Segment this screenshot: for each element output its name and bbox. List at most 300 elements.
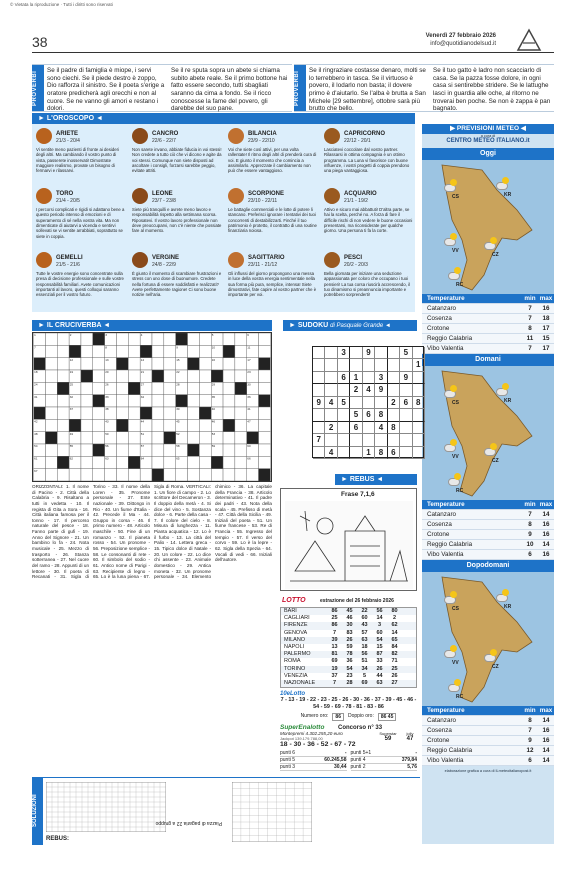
crossword-cell[interactable] xyxy=(93,370,105,382)
crossword-cell[interactable] xyxy=(152,444,164,456)
crossword-cell[interactable] xyxy=(259,469,271,481)
header-email[interactable]: info@quotidianodelsud.it xyxy=(430,41,496,47)
crossword-cell[interactable] xyxy=(235,345,247,357)
city-name: Cosenza xyxy=(427,521,452,528)
crossword-cell[interactable] xyxy=(45,456,57,468)
crossword-cell[interactable] xyxy=(188,345,200,357)
crossword-cell[interactable] xyxy=(81,382,93,394)
sudoku-cell[interactable]: 5 xyxy=(350,409,362,421)
crossword-cell[interactable] xyxy=(45,345,57,357)
crossword-cell[interactable] xyxy=(164,444,176,456)
crossword-cell[interactable] xyxy=(235,333,247,345)
crossword-cell[interactable] xyxy=(116,333,128,345)
temp-min: 8 xyxy=(528,325,532,332)
crossword-cell[interactable] xyxy=(188,382,200,394)
sign-dates: 22/6 - 22/7 xyxy=(152,138,176,144)
zodiac-icon xyxy=(228,128,244,144)
sudoku-cell[interactable] xyxy=(375,359,387,371)
sudoku-cell[interactable]: 9 xyxy=(375,384,387,396)
crossword-cell[interactable] xyxy=(188,370,200,382)
crossword-cell[interactable] xyxy=(223,370,235,382)
crossword-grid[interactable] xyxy=(32,332,272,482)
crossword-cell[interactable] xyxy=(235,358,247,370)
sudoku-cell[interactable] xyxy=(363,397,375,409)
crossword-cell[interactable] xyxy=(93,456,105,468)
sudoku-cell[interactable]: 5 xyxy=(400,347,412,359)
sudoku-cell[interactable] xyxy=(375,347,387,359)
sudoku-cell[interactable]: 6 xyxy=(350,422,362,434)
crossword-cell[interactable] xyxy=(57,407,69,419)
sudoku-cell[interactable] xyxy=(325,359,337,371)
sudoku-cell[interactable]: 2 xyxy=(388,397,400,409)
crossword-cell[interactable] xyxy=(81,456,93,468)
crossword-cell[interactable] xyxy=(176,395,188,407)
sudoku-cell[interactable] xyxy=(363,372,375,384)
sudoku-cell[interactable]: 9 xyxy=(400,372,412,384)
sudoku-cell[interactable] xyxy=(313,447,325,459)
sudoku-cell[interactable] xyxy=(388,372,400,384)
sudoku-cell[interactable] xyxy=(338,447,350,459)
crossword-cell[interactable] xyxy=(235,407,247,419)
sudoku-cell[interactable]: 8 xyxy=(413,397,425,409)
cruciverba-title-bar: ► IL CRUCIVERBA ◄ xyxy=(32,320,272,331)
crossword-cell[interactable] xyxy=(93,382,105,394)
crossword-cell[interactable] xyxy=(45,382,57,394)
sudoku-cell[interactable] xyxy=(375,397,387,409)
crossword-cell[interactable] xyxy=(164,407,176,419)
crossword-cell[interactable] xyxy=(128,333,140,345)
sign-name: SAGITTARIO xyxy=(248,255,285,261)
sudoku-cell[interactable]: 4 xyxy=(363,384,375,396)
sudoku-cell[interactable] xyxy=(313,409,325,421)
sudoku-cell[interactable]: 8 xyxy=(388,422,400,434)
crossword-cell[interactable] xyxy=(93,333,105,345)
crossword-cell[interactable] xyxy=(259,382,271,394)
sudoku-cell[interactable] xyxy=(388,359,400,371)
crossword-cell[interactable] xyxy=(152,456,164,468)
sudoku-cell[interactable] xyxy=(413,422,425,434)
crossword-cell[interactable] xyxy=(223,382,235,394)
crossword-cell[interactable] xyxy=(199,419,211,431)
lotto-number: 59 xyxy=(346,643,353,650)
crossword-cell[interactable] xyxy=(259,395,271,407)
crossword-cell[interactable] xyxy=(199,432,211,444)
crossword-cell[interactable] xyxy=(199,358,211,370)
temp-header: Temperature xyxy=(427,295,465,302)
sudoku-cell[interactable]: 4 xyxy=(325,447,337,459)
sudoku-cell[interactable]: 1 xyxy=(413,359,425,371)
crossword-cell[interactable] xyxy=(116,444,128,456)
crossword-cell[interactable] xyxy=(259,333,271,345)
sudoku-cell[interactable] xyxy=(413,447,425,459)
crossword-cell[interactable] xyxy=(93,444,105,456)
crossword-cell[interactable] xyxy=(199,345,211,357)
superenalotto-logo: SuperEnalotto xyxy=(280,724,325,732)
lotto-number: 25 xyxy=(391,665,398,672)
sudoku-cell[interactable] xyxy=(413,384,425,396)
crossword-cell[interactable] xyxy=(235,419,247,431)
crossword-cell[interactable] xyxy=(235,444,247,456)
sudoku-cell[interactable] xyxy=(313,422,325,434)
crossword-cell[interactable] xyxy=(128,456,140,468)
crossword-cell[interactable] xyxy=(45,432,57,444)
crossword-cell[interactable] xyxy=(116,407,128,419)
sudoku-cell[interactable] xyxy=(400,447,412,459)
crossword-cell[interactable] xyxy=(152,469,164,481)
crossword-cell[interactable] xyxy=(128,345,140,357)
crossword-cell[interactable] xyxy=(259,444,271,456)
sudoku-author: di Pasquale Grande ◄ xyxy=(330,323,391,329)
sign-text: Gli influssi del giorno propongono una messa in luce della vostra energia sentimentale nella sua forma più pura, semplice, intensa! Siete dimostrativi, fate capire al vostro partner che è importante per voi. xyxy=(228,271,317,298)
crossword-cell[interactable] xyxy=(199,469,211,481)
lotto-number: 56 xyxy=(361,651,368,658)
crossword-cell[interactable] xyxy=(57,370,69,382)
crossword-cell[interactable] xyxy=(199,370,211,382)
sudoku-cell[interactable] xyxy=(338,434,350,446)
temp-header: Temperature xyxy=(427,501,465,508)
sudoku-cell[interactable]: 6 xyxy=(388,447,400,459)
crossword-cell[interactable] xyxy=(116,432,128,444)
sudoku-cell[interactable] xyxy=(350,347,362,359)
crossword-cell[interactable] xyxy=(235,395,247,407)
superstar-label: Superstar xyxy=(379,731,397,737)
sudoku-cell[interactable] xyxy=(400,384,412,396)
crossword-cell[interactable] xyxy=(188,432,200,444)
sudoku-cell[interactable] xyxy=(350,447,362,459)
sudoku-grid[interactable] xyxy=(312,346,424,458)
crossword-cell[interactable] xyxy=(152,345,164,357)
sudoku-cell[interactable]: 6 xyxy=(363,409,375,421)
lotto-row xyxy=(281,622,416,629)
crossword-cell[interactable] xyxy=(81,358,93,370)
crossword-cell[interactable] xyxy=(45,444,57,456)
crossword-cell[interactable] xyxy=(45,370,57,382)
temp-min: 8 xyxy=(528,717,532,724)
crossword-number: 63 xyxy=(105,456,109,461)
crossword-cell[interactable] xyxy=(259,345,271,357)
crossword-cell[interactable] xyxy=(45,395,57,407)
crossword-cell[interactable] xyxy=(128,358,140,370)
sudoku-cell[interactable]: 1 xyxy=(350,372,362,384)
crossword-cell[interactable] xyxy=(116,456,128,468)
sign-dates: 23/11 - 21/12 xyxy=(248,262,278,268)
sudoku-cell[interactable] xyxy=(325,409,337,421)
crossword-cell[interactable] xyxy=(199,382,211,394)
calabria-map-icon xyxy=(422,160,554,294)
crossword-cell[interactable] xyxy=(116,345,128,357)
sudoku-cell[interactable] xyxy=(313,359,325,371)
crossword-cell[interactable] xyxy=(93,358,105,370)
crossword-cell[interactable] xyxy=(211,370,223,382)
sudoku-cell[interactable]: 8 xyxy=(375,409,387,421)
crossword-cell[interactable] xyxy=(81,444,93,456)
crossword-cell[interactable] xyxy=(188,395,200,407)
sudoku-cell[interactable]: 6 xyxy=(400,397,412,409)
crossword-cell[interactable] xyxy=(34,358,46,370)
crossword-cell[interactable] xyxy=(140,407,152,419)
punti-value: - xyxy=(415,750,417,757)
crossword-number: 12 xyxy=(69,357,74,362)
sudoku-cell[interactable] xyxy=(338,359,350,371)
crossword-cell[interactable] xyxy=(176,333,188,345)
crossword-cell[interactable] xyxy=(57,345,69,357)
crossword-cell[interactable] xyxy=(199,395,211,407)
crossword-cell[interactable] xyxy=(152,370,164,382)
crossword-cell[interactable] xyxy=(69,345,81,357)
crossword-cell[interactable] xyxy=(81,432,93,444)
sudoku-cell[interactable]: 7 xyxy=(313,434,325,446)
sudoku-cell[interactable] xyxy=(325,372,337,384)
crossword-cell[interactable] xyxy=(188,469,200,481)
crossword-cell[interactable] xyxy=(128,370,140,382)
city-name: Vibo Valentia xyxy=(427,345,464,352)
sudoku-cell[interactable]: 3 xyxy=(375,372,387,384)
crossword-cell[interactable] xyxy=(223,345,235,357)
crossword-cell[interactable] xyxy=(128,469,140,481)
city-name: Catanzaro xyxy=(427,305,457,312)
crossword-cell[interactable] xyxy=(128,432,140,444)
crossword-cell[interactable] xyxy=(93,469,105,481)
sudoku-cell[interactable] xyxy=(325,434,337,446)
sudoku-cell[interactable] xyxy=(388,384,400,396)
crossword-cell[interactable] xyxy=(45,358,57,370)
crossword-cell[interactable] xyxy=(128,382,140,394)
crossword-cell[interactable] xyxy=(57,419,69,431)
crossword-cell[interactable] xyxy=(223,444,235,456)
sudoku-cell[interactable] xyxy=(413,434,425,446)
sudoku-cell[interactable] xyxy=(350,397,362,409)
crossword-number: 60 xyxy=(247,444,251,449)
crossword-cell[interactable] xyxy=(259,432,271,444)
crossword-cell[interactable] xyxy=(116,395,128,407)
sudoku-cell[interactable]: 4 xyxy=(375,422,387,434)
crossword-cell[interactable] xyxy=(93,345,105,357)
sudoku-cell[interactable]: 4 xyxy=(325,397,337,409)
crossword-cell[interactable] xyxy=(199,444,211,456)
sudoku-cell[interactable] xyxy=(413,347,425,359)
sudoku-cell[interactable] xyxy=(325,384,337,396)
sudoku-cell[interactable] xyxy=(400,434,412,446)
crossword-cell[interactable] xyxy=(164,395,176,407)
crossword-cell[interactable] xyxy=(199,407,211,419)
crossword-cell[interactable] xyxy=(152,382,164,394)
crossword-cell[interactable] xyxy=(259,456,271,468)
crossword-cell[interactable] xyxy=(128,395,140,407)
crossword-cell[interactable] xyxy=(140,469,152,481)
sun-icon xyxy=(454,679,461,686)
crossword-cell[interactable] xyxy=(211,456,223,468)
sudoku-cell[interactable] xyxy=(350,359,362,371)
sudoku-cell[interactable] xyxy=(363,359,375,371)
crossword-cell[interactable] xyxy=(188,456,200,468)
sudoku-cell[interactable] xyxy=(350,434,362,446)
crossword-cell[interactable] xyxy=(164,432,176,444)
crossword-cell[interactable] xyxy=(57,444,69,456)
sudoku-cell[interactable] xyxy=(313,372,325,384)
crossword-cell[interactable] xyxy=(45,469,57,481)
crossword-cell[interactable] xyxy=(93,432,105,444)
sign-text: Vi sentite meno pazienti di fronte ai desideri degli altri. Ma cambiando il vostro punto di vista, passerete inosservati! Dimostrate maggiore realismo, provate un bisogno di fermarvi e rilassarvi. xyxy=(36,147,120,174)
crossword-cell[interactable] xyxy=(152,358,164,370)
crossword-cell[interactable] xyxy=(235,456,247,468)
crossword-cell[interactable] xyxy=(223,358,235,370)
crossword-cell[interactable] xyxy=(57,456,69,468)
crossword-cell[interactable] xyxy=(247,432,259,444)
crossword-cell[interactable] xyxy=(81,333,93,345)
sudoku-cell[interactable]: 2 xyxy=(325,422,337,434)
sudoku-cell[interactable] xyxy=(363,434,375,446)
sun-icon xyxy=(502,589,509,596)
crossword-cell[interactable] xyxy=(223,419,235,431)
sudoku-cell[interactable]: 6 xyxy=(338,372,350,384)
punti-row xyxy=(351,764,418,771)
crossword-cell[interactable] xyxy=(188,407,200,419)
crossword-cell[interactable] xyxy=(57,395,69,407)
lotto-city: BARI xyxy=(284,608,297,614)
crossword-cell[interactable] xyxy=(45,407,57,419)
crossword-cell[interactable] xyxy=(164,345,176,357)
crossword-cell[interactable] xyxy=(57,382,69,394)
crossword-cell[interactable] xyxy=(81,469,93,481)
sudoku-cell[interactable] xyxy=(313,347,325,359)
crossword-cell[interactable] xyxy=(116,419,128,431)
crossword-cell[interactable] xyxy=(164,333,176,345)
crossword-cell[interactable] xyxy=(164,469,176,481)
sudoku-cell[interactable]: 2 xyxy=(350,384,362,396)
crossword-cell[interactable] xyxy=(164,358,176,370)
crossword-cell[interactable] xyxy=(128,419,140,431)
sudoku-cell[interactable] xyxy=(388,434,400,446)
sudoku-cell[interactable]: 9 xyxy=(313,397,325,409)
sudoku-cell[interactable] xyxy=(400,422,412,434)
map-city-label: CS xyxy=(452,400,459,406)
crossword-cell[interactable] xyxy=(164,456,176,468)
crossword-number: 11 xyxy=(247,345,251,350)
crossword-cell[interactable] xyxy=(57,358,69,370)
sudoku-cell[interactable] xyxy=(363,422,375,434)
sudoku-cell[interactable] xyxy=(400,359,412,371)
sun-icon xyxy=(454,267,461,274)
sudoku-title: ► SUDOKU xyxy=(289,322,329,329)
crossword-cell[interactable] xyxy=(34,407,46,419)
crossword-cell[interactable] xyxy=(223,456,235,468)
crossword-cell[interactable] xyxy=(81,395,93,407)
crossword-cell[interactable] xyxy=(199,456,211,468)
crossword-cell[interactable] xyxy=(176,469,188,481)
crossword-cell[interactable] xyxy=(81,370,93,382)
crossword-cell[interactable] xyxy=(235,370,247,382)
sudoku-cell[interactable] xyxy=(338,409,350,421)
crossword-cell[interactable] xyxy=(199,333,211,345)
crossword-cell[interactable] xyxy=(152,432,164,444)
crossword-cell[interactable] xyxy=(140,345,152,357)
crossword-cell[interactable] xyxy=(128,444,140,456)
temp-max: 16 xyxy=(542,727,550,734)
crossword-cell[interactable] xyxy=(45,333,57,345)
crossword-cell[interactable] xyxy=(69,469,81,481)
crossword-cell[interactable] xyxy=(164,382,176,394)
crossword-cell[interactable] xyxy=(259,419,271,431)
crossword-cell[interactable] xyxy=(57,469,69,481)
crossword-number: 66 xyxy=(247,456,251,461)
crossword-cell[interactable] xyxy=(223,407,235,419)
crossword-cell[interactable] xyxy=(81,419,93,431)
crossword-cell[interactable] xyxy=(116,382,128,394)
crossword-cell[interactable] xyxy=(116,358,128,370)
sudoku-cell[interactable]: 8 xyxy=(375,447,387,459)
sudoku-cell[interactable]: 5 xyxy=(338,397,350,409)
crossword-cell[interactable] xyxy=(81,407,93,419)
crossword-cell[interactable] xyxy=(152,333,164,345)
sudoku-cell[interactable] xyxy=(388,409,400,421)
sudoku-cell[interactable] xyxy=(388,347,400,359)
crossword-cell[interactable] xyxy=(259,358,271,370)
sudoku-cell[interactable] xyxy=(325,347,337,359)
sudoku-cell[interactable] xyxy=(338,422,350,434)
crossword-cell[interactable] xyxy=(93,407,105,419)
sudoku-cell[interactable] xyxy=(400,409,412,421)
crossword-cell[interactable] xyxy=(93,419,105,431)
crossword-cell[interactable] xyxy=(188,333,200,345)
crossword-cell[interactable] xyxy=(223,469,235,481)
crossword-cell[interactable] xyxy=(259,370,271,382)
sudoku-cell[interactable] xyxy=(313,384,325,396)
crossword-cell[interactable] xyxy=(93,395,105,407)
crossword-cell[interactable] xyxy=(164,370,176,382)
crossword-cell[interactable] xyxy=(152,407,164,419)
crossword-cell[interactable] xyxy=(81,345,93,357)
crossword-cell[interactable] xyxy=(235,432,247,444)
crossword-cell[interactable] xyxy=(211,469,223,481)
sudoku-cell[interactable]: 3 xyxy=(338,347,350,359)
temp-max: 14 xyxy=(542,747,550,754)
lotto-number: 26 xyxy=(346,636,353,643)
crossword-cell[interactable] xyxy=(164,419,176,431)
crossword-cell[interactable] xyxy=(259,407,271,419)
crossword-cell[interactable] xyxy=(223,395,235,407)
crossword-cell[interactable] xyxy=(128,407,140,419)
sudoku-cell[interactable] xyxy=(375,434,387,446)
crossword-number: 2 xyxy=(69,333,72,338)
crossword-cell[interactable] xyxy=(223,333,235,345)
sudoku-cell[interactable]: 9 xyxy=(363,347,375,359)
crossword-cell[interactable] xyxy=(69,419,81,431)
crossword-number: 10 xyxy=(211,345,216,350)
crossword-cell[interactable] xyxy=(57,432,69,444)
punti-label: punti 3 xyxy=(280,764,296,771)
crossword-number: 18 xyxy=(34,370,38,375)
crossword-cell[interactable] xyxy=(152,419,164,431)
crossword-cell[interactable] xyxy=(152,395,164,407)
sudoku-cell[interactable]: 1 xyxy=(363,447,375,459)
sudoku-cell[interactable] xyxy=(338,384,350,396)
crossword-cell[interactable] xyxy=(235,382,247,394)
sudoku-cell[interactable] xyxy=(413,372,425,384)
crossword-cell[interactable] xyxy=(188,419,200,431)
crossword-cell[interactable] xyxy=(188,444,200,456)
crossword-cell[interactable] xyxy=(247,469,259,481)
sudoku-cell[interactable] xyxy=(413,409,425,421)
crossword-cell[interactable] xyxy=(116,469,128,481)
crossword-number: 25 xyxy=(69,382,74,387)
crossword-cell[interactable] xyxy=(188,358,200,370)
crossword-cell[interactable] xyxy=(57,333,69,345)
crossword-cell[interactable] xyxy=(223,432,235,444)
crossword-cell[interactable] xyxy=(235,469,247,481)
crossword-cell[interactable] xyxy=(116,370,128,382)
crossword-cell[interactable] xyxy=(45,419,57,431)
crossword-cell[interactable] xyxy=(105,469,117,481)
